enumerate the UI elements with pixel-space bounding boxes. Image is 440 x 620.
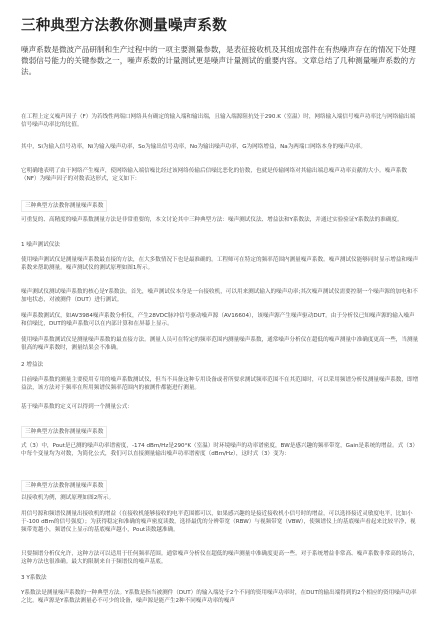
paragraph-methods-intro: 可重复的、高精度的噪声系数测量方法是非常重要的，本文讨论其中三种典型方法：噪声测试仪法、增益法和Y系数法，并通过实验验证Y系数法的准确度。 xyxy=(21,217,403,223)
section-heading-3: 3 Y系数法 xyxy=(21,575,47,581)
paragraph-y-core: 噪声测试仪测试噪声系数的核心是Y系数法。首先，噪声测试仪本身是一台接收机，可以用来测试输入的噪声功率;其次噪声测试仪需要控制一个噪声源的加电和不加电状态，对被测件（DUT）进行测试。 xyxy=(21,289,418,304)
section-heading-2: 2 增益法 xyxy=(21,362,44,368)
paragraph-av3984: 噪声系数测试仪，如AV3984噪声系数分析仪，产生28VDC脉冲信号驱动噪声源（AV16604），该噪声源产生噪声驱动DUT。由于分析仪已知噪声源的输入噪声和信噪比，DUT的噪声系数可以在内部计算和在屏幕上显示。 xyxy=(21,313,415,328)
page-title: 三种典型方法教你测量噪声系数 xyxy=(21,18,227,34)
paragraph-tester-accuracy: 使用噪声系数测试仪是测量噪声系数的最直接方法。测量人员可在特定的频率范围内测量噪声系数，通常噪声分析仪在超低的噪声测量中准确度更高一些，当测量很高的噪声系数时，测量结果会不准确。 xyxy=(21,337,419,352)
paragraph-gain-limits: 只要频谱分析仪允许，这种方法可以适用于任何频率范围。通常噪声分析仪在超低的噪声测量中准确度更高一些。对于系统增益非常高、噪声系数非常高的场合，这种方法也很准确。最大的限制来自于频谱仪的噪声基底。 xyxy=(21,551,419,566)
formula-image-2 xyxy=(21,418,419,438)
paragraph-formula-intro: 基于噪声系数的定义可以得到一个测量公式： xyxy=(21,404,133,410)
section-heading-1: 1 噪声测试仪法 xyxy=(21,242,60,248)
paragraph-receiver-example: 以接收机为例，测试原理如图2所示。 xyxy=(21,495,115,501)
formula-alt-text: 三种典型方法教你测量噪声系数 xyxy=(21,426,107,438)
formula-image-3 xyxy=(21,472,419,492)
paragraph-symbols: 其中，Si为输入信号功率，Ni为输入噪声功率，So为输出信号功率，No为输出噪声功率，G为网络增益，Na为两端口网络本身的噪声功率。 xyxy=(21,144,367,150)
lead-paragraph: 噪声系数是微波产品研制和生产过程中的一项主要测量参数，是表征接收机及其组成部件在有热噪声存在的情况下处理微弱信号能力的关键参数之一，噪声系数的计量测试更是噪声计量测试的重要内容。文章总结了几种测量噪声系数的方法。 xyxy=(21,45,416,76)
paragraph-gain-method: 目前噪声系数的测量主要使用专用的噪声系数测试仪，但当不具备这种专用设备或者所要求测试频率范围不在其范围时，可以采用频谱分析仪测量噪声系数，即增益法，该方法对于频率在所用频谱仪频率范围内的被测件都能进行测量。 xyxy=(21,377,419,392)
paragraph-noise-figure: 它明确地表明了由于网络产生噪声，使网络输入端信噪比经过该网络传输后信噪比恶化的倍数，也就是传输网络对其输出端总噪声功率贡献的大小。噪声系数（NF）为噪声因子的对数表达形式，定义如下： xyxy=(21,168,407,183)
paragraph-tester-method: 使用噪声测试仪是测量噪声系数最直接的方法，在大多数情况下也是最准确的。工程师可在特定的频率范围内测量噪声系数。噪声测试仪能够同时显示增益和噪声系数来帮助测量。噪声测试仪的测试原理如图1所示。 xyxy=(21,257,419,272)
paragraph-y-factor: Y系数法是测量噪声系数的一种典型方法。Y系数是指当被测件（DUT）的输入端处于2个不同的资用噪声功率时，在DUT的输出端得到的2个相应的资用噪声功率之比。噪声源是Y系数法测量必不可少的设备，噪声源是能产生2种不同噪声功率的噪声 xyxy=(21,590,417,605)
formula-image-1 xyxy=(21,192,419,212)
paragraph-formula-3: 式（3）中，Pout是已测的噪声功率谱密度，-174 dBm/Hz是290°K（室温）时环境噪声的功率谱密度，BW是感兴趣的频率带宽，Gain是系统的增益。式（3）中每个变量均为对数，为简化公式，我们可以直接测量输出噪声功率谱密度（dBm/Hz），这时式（3）变为： xyxy=(21,443,419,458)
paragraph-gain-procedure: 用信号源和频谱仪测量出接收机的增益（在接收机能够接收的电平范围都可以，如果感兴趣的是接近接收机小信号时的增益，可以选择接近灵敏度电平，比如小于-100 dBm的信号强度）；为获得稳定和准确的噪声密度读数，选择最优的分辨带宽（RBW）与视频带宽（VBW），使频谱仪上的基底噪声看起来比较平净，视频带宽越小，频谱仪上显示的基底噪声越小，Pout读数越准确。 xyxy=(21,511,416,534)
formula-alt-text: 三种典型方法教你测量噪声系数 xyxy=(21,200,107,212)
formula-alt-text: 三种典型方法教你测量噪声系数 xyxy=(21,480,107,492)
paragraph-noise-factor-definition: 在工程上定义噪声因子（F）为若线性两端口网络具有确定的输入端和输出端，且输入端源阻抗处于290.K（室温）时，网络输入端信号噪声功率比与网络输出端信号噪声功率比的比值。 xyxy=(21,114,416,129)
